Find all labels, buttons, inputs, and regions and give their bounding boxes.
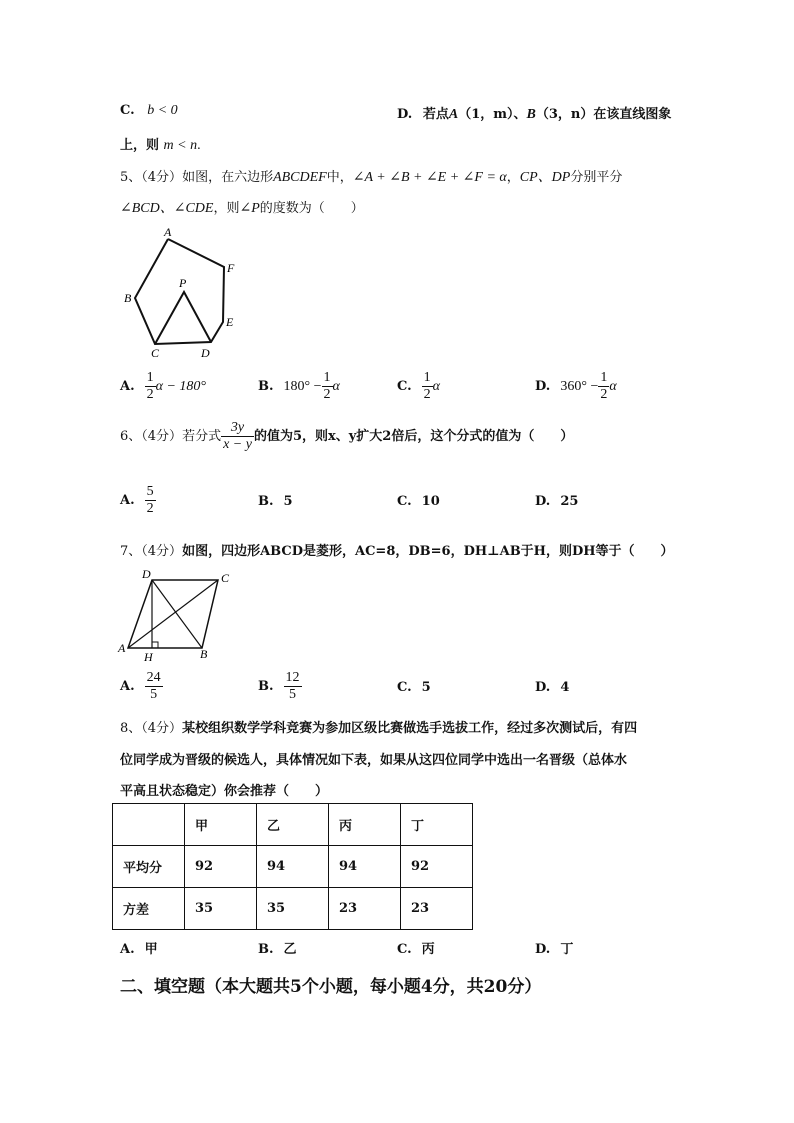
q4-option-d-text2: 在该直线图象 xyxy=(593,107,672,122)
q7-option-a-den: 5 xyxy=(150,687,158,702)
q8-option-c-value: 丙 xyxy=(421,942,435,957)
table-cell: 92 xyxy=(401,846,473,888)
q4-option-c-expr: b < 0 xyxy=(147,103,178,118)
table-cell: 92 xyxy=(185,846,257,888)
q5-option-a[interactable] xyxy=(120,370,206,403)
q6-option-a-num: 5 xyxy=(146,484,154,499)
q5-option-b-num: 1 xyxy=(323,370,331,385)
q7-option-b-fraction xyxy=(284,670,302,703)
q6-text2: 的值为5，则x、y扩大2倍后，这个分式的值为（ ） xyxy=(253,429,574,444)
q6-option-d-label: D. xyxy=(535,494,551,509)
q6-text1: 若分式 xyxy=(182,429,222,444)
q7-label-d: D xyxy=(142,567,151,581)
q8-option-d[interactable] xyxy=(535,938,573,957)
table-cell: 94 xyxy=(257,846,329,888)
q8-option-b-value: 乙 xyxy=(283,942,297,957)
q4-continuation xyxy=(120,134,201,154)
q5-stem-line1 xyxy=(120,166,622,186)
q5-text5: ，则 xyxy=(213,201,240,216)
q5-text6: 的度数为（ ） xyxy=(259,201,364,216)
q4-option-c xyxy=(120,103,178,119)
q7-option-d-label: D. xyxy=(535,680,551,695)
q8-option-b-label: B. xyxy=(258,942,274,957)
q5-angle-p: ∠P xyxy=(239,201,260,216)
q8-option-a[interactable] xyxy=(120,938,158,957)
q5-label-e: E xyxy=(226,315,234,329)
q5-text2: 中， xyxy=(326,170,353,185)
q4-option-d-label: D. xyxy=(397,107,413,122)
q5-hexagon-figure xyxy=(118,222,248,362)
q7-label-b: B xyxy=(200,647,208,661)
q7-option-c-value: 5 xyxy=(421,680,431,695)
q6-option-d[interactable] xyxy=(535,494,578,509)
table-header-cell: 丙 xyxy=(329,804,401,846)
q5-option-d-num: 1 xyxy=(600,370,608,385)
q7-option-b-label: B. xyxy=(258,679,274,694)
q7-number: 7、 xyxy=(120,544,142,559)
table-header-cell: 丁 xyxy=(401,804,473,846)
q5-option-a-label: A. xyxy=(120,379,135,394)
q5-label-p: P xyxy=(179,276,187,290)
q4-option-d-text: 若点 xyxy=(422,107,449,122)
q4-point-b: B xyxy=(526,107,536,122)
q5-text1: 如图，在六边形 xyxy=(182,170,274,185)
q8-line3: 平高且状态稳定）你会推荐（ ） xyxy=(120,784,329,799)
q5-label-d: D xyxy=(201,346,210,360)
q7-option-c[interactable] xyxy=(397,680,431,695)
q5-option-a-den: 2 xyxy=(146,387,154,402)
q5-hexagon-outline xyxy=(135,239,224,344)
q7-option-b-den: 5 xyxy=(289,687,297,702)
q6-score: （4分） xyxy=(141,429,183,444)
q5-stem-line2 xyxy=(120,197,364,217)
q5-option-b-den: 2 xyxy=(323,387,331,402)
q5-option-c-num: 1 xyxy=(423,370,431,385)
q5-angles: ∠BCD、∠CDE xyxy=(120,201,214,216)
q5-option-b-head: 180° − xyxy=(283,379,322,394)
q7-score: （4分） xyxy=(141,544,183,559)
table-header-cell xyxy=(113,804,185,846)
table-cell: 平均分 xyxy=(113,846,185,888)
q6-option-b[interactable] xyxy=(258,494,293,509)
q8-option-a-label: A. xyxy=(120,942,135,957)
q6-option-a[interactable] xyxy=(120,484,156,517)
q7-option-a-label: A. xyxy=(120,679,135,694)
q4-option-d xyxy=(397,103,671,123)
table-cell: 35 xyxy=(257,888,329,930)
q5-option-d-label: D. xyxy=(535,379,551,394)
table-cell: 23 xyxy=(329,888,401,930)
q5-option-b[interactable] xyxy=(258,370,340,403)
q6-option-b-value: 5 xyxy=(283,494,293,509)
q5-option-d-tail: α xyxy=(609,379,617,394)
q7-label-c: C xyxy=(221,571,230,585)
q7-option-d-value: 4 xyxy=(560,680,570,695)
q6-number: 6、 xyxy=(120,429,142,444)
table-header-cell: 甲 xyxy=(185,804,257,846)
q5-cp-dp: CP、DP xyxy=(519,170,571,185)
q5-score: （4分） xyxy=(141,170,183,185)
q5-bisectors xyxy=(155,292,211,344)
q5-option-c-label: C. xyxy=(397,379,412,394)
q6-option-a-label: A. xyxy=(120,493,135,508)
q5-hexagon-name: ABCDEF xyxy=(273,170,327,185)
q6-option-a-fraction xyxy=(145,484,156,517)
q5-option-d[interactable] xyxy=(535,370,617,403)
q5-label-c: C xyxy=(151,346,160,360)
q4-point-a: A xyxy=(448,107,459,122)
q4-cont-end: . xyxy=(197,138,201,153)
q7-diagonal-db xyxy=(152,580,202,648)
q5-option-b-tail: α xyxy=(332,379,340,394)
q8-option-c-label: C. xyxy=(397,942,412,957)
q5-label-a: A xyxy=(164,225,172,239)
q5-text4: 分别平分 xyxy=(570,170,623,185)
q5-label-f: F xyxy=(227,261,235,275)
section-2-title: 二、填空题（本大题共5个小题，每小题4分，共20分） xyxy=(120,977,542,997)
q8-line2: 位同学成为晋级的候选人，具体情况如下表，如果从这四位同学中选出一名晋级（总体水 xyxy=(120,753,628,768)
q8-option-d-label: D. xyxy=(535,942,551,957)
q5-option-d-head: 360° − xyxy=(560,379,599,394)
q6-option-d-value: 25 xyxy=(560,494,579,509)
q4-cont-text: 上，则 xyxy=(120,138,160,153)
q6-option-a-den: 2 xyxy=(146,501,154,516)
q6-frac-den: x − y xyxy=(223,437,252,452)
q5-option-a-num: 1 xyxy=(146,370,154,385)
q4-point-b-coord: （3，n） xyxy=(535,107,594,122)
q7-option-c-label: C. xyxy=(397,680,412,695)
q8-option-b[interactable] xyxy=(258,938,297,957)
q6-option-c-label: C. xyxy=(397,494,412,509)
q5-text3: ， xyxy=(506,170,520,185)
q5-option-a-tail: α − 180° xyxy=(155,379,207,394)
table-cell: 方差 xyxy=(113,888,185,930)
table-row xyxy=(113,888,473,930)
table-cell: 23 xyxy=(401,888,473,930)
q6-fraction xyxy=(221,420,254,453)
q7-option-a[interactable] xyxy=(120,670,163,703)
q4-point-a-coord: （1，m）、 xyxy=(458,107,527,122)
q5-option-c-fraction xyxy=(422,370,433,403)
q5-option-c-den: 2 xyxy=(423,387,431,402)
q8-stem-line1 xyxy=(120,717,637,736)
q5-option-d-fraction xyxy=(598,370,609,403)
q8-line1: 某校组织数学学科竞赛为参加区级比赛做选手选拔工作，经过多次测试后，有四 xyxy=(182,721,638,736)
q5-angle-sum: ∠A + ∠B + ∠E + ∠F = α xyxy=(352,170,507,185)
q5-option-b-label: B. xyxy=(258,379,274,394)
q6-option-c-value: 10 xyxy=(421,494,440,509)
q7-right-angle-mark xyxy=(152,642,158,648)
q8-option-c[interactable] xyxy=(397,938,435,957)
q7-option-b[interactable] xyxy=(258,670,302,703)
q5-option-c[interactable] xyxy=(397,370,440,403)
q5-option-a-fraction xyxy=(145,370,156,403)
q5-label-b: B xyxy=(124,291,132,305)
q7-option-a-fraction xyxy=(145,670,163,703)
q8-table xyxy=(112,803,473,930)
q7-rhombus-figure xyxy=(114,566,244,666)
q7-label-a: A xyxy=(118,641,126,655)
q7-option-d[interactable] xyxy=(535,680,569,695)
q5-option-c-tail: α xyxy=(432,379,441,394)
table-row xyxy=(113,846,473,888)
q7-option-a-num: 24 xyxy=(146,670,161,685)
q6-option-c[interactable] xyxy=(397,494,440,509)
q8-option-a-value: 甲 xyxy=(144,942,158,957)
q7-option-b-num: 12 xyxy=(285,670,300,685)
q7-text: 如图，四边形ABCD是菱形，AC=8，DB=6，DH⊥AB于H，则DH等于（ ） xyxy=(182,544,674,559)
table-header-row xyxy=(113,804,473,846)
q8-score: （4分） xyxy=(141,721,183,736)
q8-number: 8、 xyxy=(120,721,142,736)
q5-number: 5、 xyxy=(120,170,142,185)
q5-option-d-den: 2 xyxy=(600,387,608,402)
q7-stem xyxy=(120,540,674,559)
table-cell: 35 xyxy=(185,888,257,930)
q6-frac-num: 3y xyxy=(221,420,254,437)
q5-option-b-fraction xyxy=(322,370,333,403)
table-header-cell: 乙 xyxy=(257,804,329,846)
q8-option-d-value: 丁 xyxy=(560,942,574,957)
q7-label-h: H xyxy=(144,650,153,664)
q6-stem xyxy=(120,420,573,453)
q4-cont-expr: m < n xyxy=(163,138,198,153)
table-cell: 94 xyxy=(329,846,401,888)
q4-option-c-label: C. xyxy=(120,103,135,118)
q6-option-b-label: B. xyxy=(258,494,274,509)
